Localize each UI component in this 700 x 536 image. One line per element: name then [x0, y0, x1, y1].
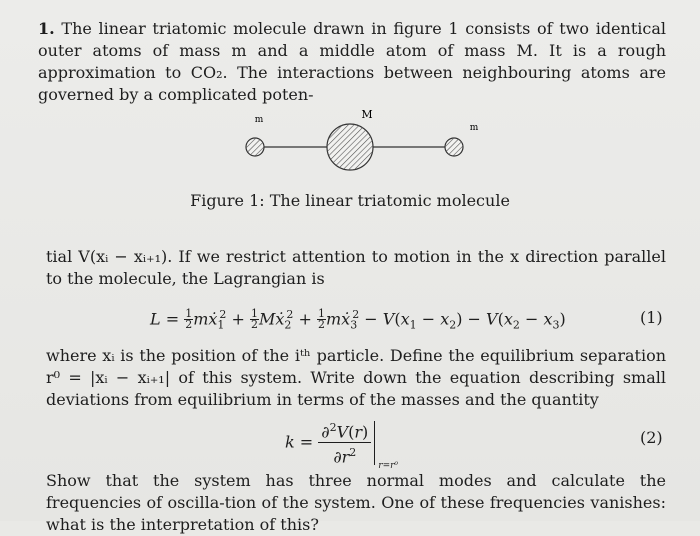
- atom-right-label: m: [469, 123, 479, 133]
- equation-number-2: (2): [640, 428, 663, 447]
- paragraph-lagrangian: tial V(xᵢ − xᵢ₊₁). If we restrict attention to motion in the x direction parallel to the molecule, the Lagrangian is: [46, 247, 666, 288]
- problem-number: 1.: [38, 19, 55, 38]
- k-definition-equation: k = $\frac{\partial^2V(r)}{\partial r^2}$ r=r⁰: [285, 418, 401, 468]
- atom-middle-label: M: [361, 108, 373, 121]
- paragraph-closing: Show that the system has three normal modes and calculate the frequencies of oscilla-tion of the system. One of these frequencies vanishes: what is the interpretation of this?: [46, 471, 666, 534]
- atom-left-label: m: [254, 115, 264, 125]
- lagrangian-equation: L = $\frac{1}{2}$ mẋ$_1^2$ + $\frac{1}{2}$ Mẋ$_2^2$ + $\frac{1}{2}$ mẋ$_3^2$ − $V(x_1 - x_2) - V(x_2 - x_3)$: [150, 307, 566, 332]
- problem-intro: [38, 18, 666, 106]
- molecule-figure: [0, 105, 700, 195]
- paragraph-equilibrium: where xᵢ is the position of the iᵗʰ particle. Define the equilibrium separation r⁰ = |xᵢ − xᵢ₊₁| of this system. Write down the equation describing small deviations from equilibrium in terms of the masses and the quantity: [46, 346, 666, 409]
- equation-number-1: (1): [640, 308, 663, 327]
- figure-caption: Figure 1: The linear triatomic molecule: [190, 191, 510, 210]
- intro-text: The linear triatomic molecule drawn in figure 1 consists of two identical outer atoms of mass m and a middle atom of mass M. It is a rough approximation to CO₂. The interactions between neighbouring atoms are governed by a complicated poten-: [38, 19, 666, 104]
